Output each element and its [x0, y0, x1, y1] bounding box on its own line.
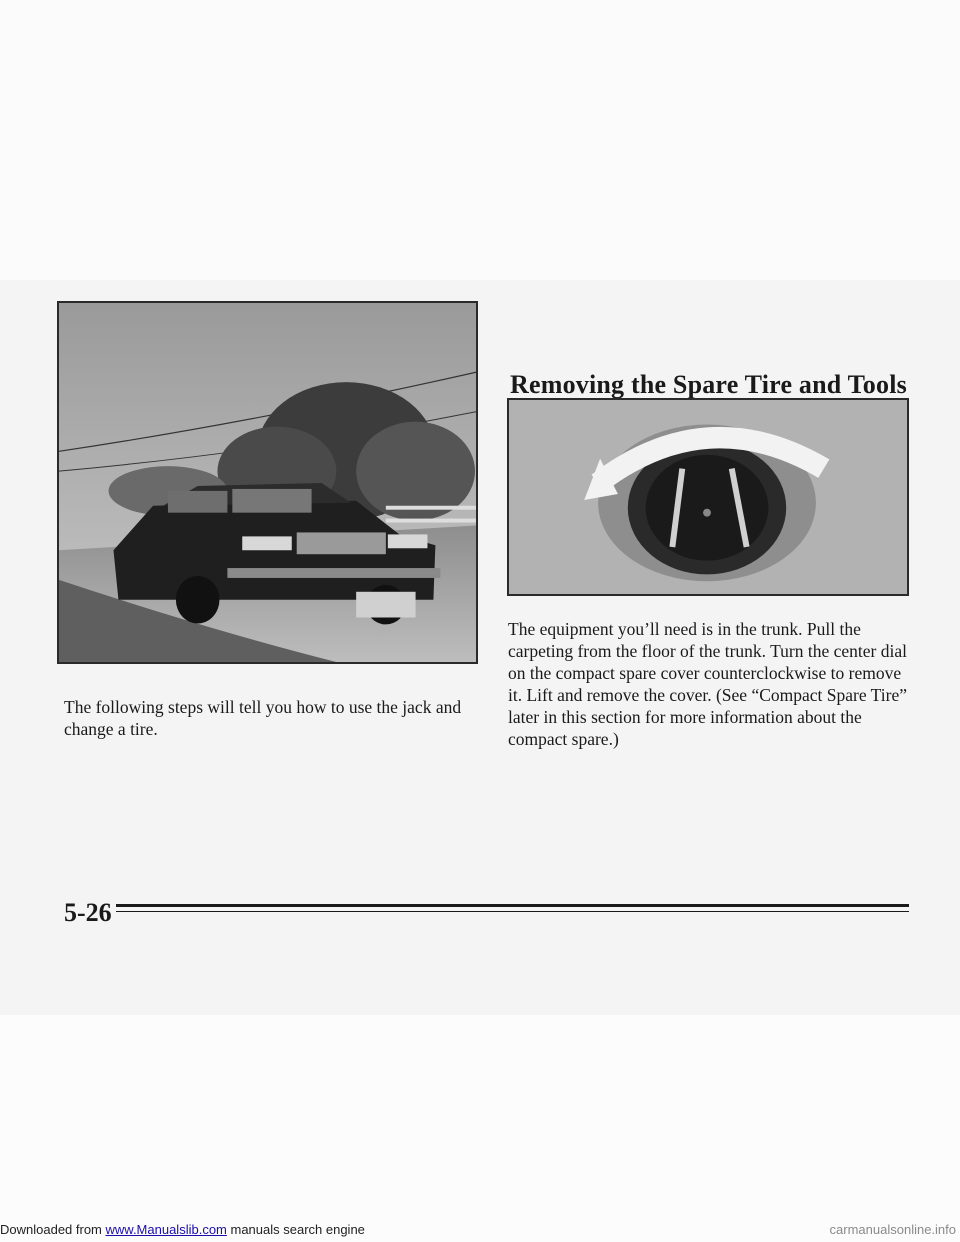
spare-cover-dial-photo — [507, 398, 909, 596]
section-heading: Removing the Spare Tire and Tools — [510, 369, 907, 399]
manualslib-link[interactable]: www.Manualslib.com — [105, 1222, 227, 1237]
spare-tire-instructions: The equipment you’ll need is in the trunk. Pull the carpeting from the floor of the trunk. Turn the center dial on the compact spare cover counterclockwise to remove it. Lift and remove the cover. (See “Compact Spare Tire” later in this section for more information about the compact spare.) — [508, 619, 907, 749]
site-watermark: carmanualsonline.info — [829, 1222, 956, 1237]
intro-paragraph: The following steps will tell you how to use the jack and change a tire. — [64, 697, 462, 739]
bottom-margin — [0, 1015, 960, 1242]
car-photo — [57, 301, 478, 664]
page-rule-thick — [116, 904, 909, 907]
download-footer — [0, 1222, 365, 1237]
page-rule-thin — [116, 911, 909, 912]
page-number: 5-26 — [64, 898, 112, 927]
footer-prefix: Downloaded from — [0, 1222, 106, 1237]
top-margin — [0, 0, 960, 280]
footer-suffix: manuals search engine — [226, 1222, 365, 1237]
